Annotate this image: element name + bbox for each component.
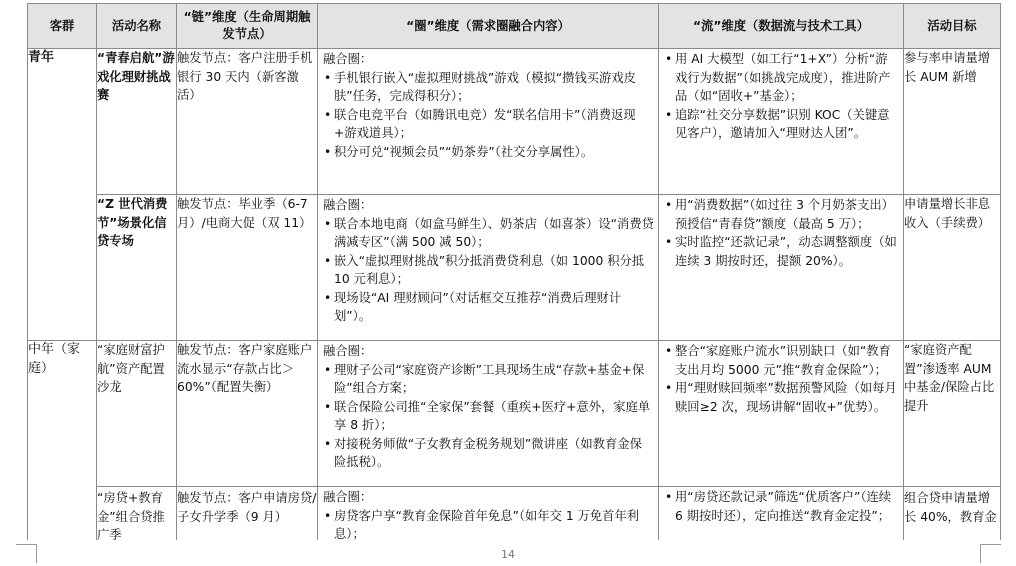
table-row — [28, 195, 1001, 341]
list-item: • 联合本地电商（如盒马鲜生）、奶茶店（如喜茶）设“消费贷满减专区”（满 500 减 50）； — [323, 215, 654, 252]
circle-title: 融合圈： — [323, 490, 373, 504]
activity-name: “Z 世代消费节”场景化信贷专场 — [97, 195, 177, 341]
list-item: • 手机银行嵌入“虚拟理财挑战”游戏（模拟“攒钱买游戏皮肤”任务，完成得积分）； — [323, 69, 654, 106]
list-item: • 整合“家庭账户流水”识别缺口（如“教育支出月均 5000 元”推“教育金保险”）； — [664, 342, 899, 379]
circle-title: 融合圈： — [323, 198, 373, 212]
trigger-node: 触发节点：客户申请房贷/子女升学季（9 月） — [177, 487, 318, 541]
circle-list — [323, 361, 654, 472]
segment-cell: 青年 — [28, 49, 97, 341]
activity-name: “房贷+教育金”组合贷推广季 — [97, 487, 177, 541]
list-item: • 现场设“AI 理财顾问”（对话框交互推荐“消费后理财计划”）。 — [323, 289, 654, 326]
flow-cell — [659, 49, 904, 195]
goal-cell: 组合贷申请量增长 40%，教育金 — [904, 487, 1001, 541]
list-item: • 联合电竞平台（如腾讯电竞）发“联名信用卡”（消费返现+游戏道具）； — [323, 106, 654, 143]
segment-cell: 中年（家庭） — [28, 341, 97, 541]
list-item: • 理财子公司“家庭资产诊断”工具现场生成“存款+基金+保险”组合方案； — [323, 361, 654, 398]
activity-name: “家庭财富护航”资产配置沙龙 — [97, 341, 177, 487]
trigger-node: 触发节点：毕业季（6-7 月）/电商大促（双 11） — [177, 195, 318, 341]
list-item: • 用“理财赎回频率”数据预警风险（如每月赎回≥2 次，现场讲解“固收+”优势）。 — [664, 379, 899, 416]
flow-list — [664, 488, 899, 525]
table-row — [28, 341, 1001, 487]
circle-title: 融合圈： — [323, 344, 373, 358]
list-item: • 积分可兑“视频会员”“奶茶券”（社交分享属性）。 — [323, 143, 654, 162]
goal-cell: “家庭资产配置”渗透率 AUM 中基金/保险占比提升 — [904, 341, 1001, 487]
activity-plan-table — [27, 3, 1001, 540]
list-item: • 实时监控“还款记录”，动态调整额度（如连续 3 期按时还，提额 20%）。 — [664, 233, 899, 270]
flow-list — [664, 196, 899, 270]
page-number: 14 — [501, 548, 515, 561]
circle-cell — [318, 195, 659, 341]
header-circle: “圈”维度（需求圈融合内容） — [318, 4, 659, 49]
list-item: • 追踪“社交分享数据”识别 KOC（关键意见客户），邀请加入“理财达人团”。 — [664, 106, 899, 143]
list-item: • 联合保险公司推“全家保”套餐（重疾+医疗+意外，家庭单享 8 折）； — [323, 398, 654, 435]
list-item: • 用“房贷还款记录”筛选“优质客户”（连续 6 期按时还），定向推送“教育金定投”； — [664, 488, 899, 525]
goal-cell: 参与率申请量增长 AUM 新增 — [904, 49, 1001, 195]
flow-cell — [659, 341, 904, 487]
header-goal: 活动目标 — [904, 4, 1001, 49]
goal-cell: 申请量增长非息收入（手续费） — [904, 195, 1001, 341]
trigger-node: 触发节点：客户注册手机银行 30 天内（新客激活） — [177, 49, 318, 195]
flow-list — [664, 50, 899, 143]
flow-cell — [659, 195, 904, 341]
circle-list — [323, 507, 654, 541]
circle-cell — [318, 487, 659, 541]
table-header-row — [28, 4, 1001, 49]
list-item: • 用“消费数据”（如过往 3 个月奶茶支出）预授信“青春贷”额度（最高 5 万）； — [664, 196, 899, 233]
header-segment: 客群 — [28, 4, 97, 49]
circle-title: 融合圈： — [323, 52, 373, 66]
circle-cell — [318, 49, 659, 195]
header-activity: 活动名称 — [97, 4, 177, 49]
list-item: • 对接税务师做“子女教育金税务规划”微讲座（如教育金保险抵税）。 — [323, 435, 654, 472]
table-row — [28, 487, 1001, 541]
circle-cell — [318, 341, 659, 487]
list-item: • 房贷客户享“教育金保险首年免息”（如年交 1 万免首年利息）； — [323, 507, 654, 541]
trigger-node: 触发节点：客户家庭账户流水显示“存款占比＞60%”（配置失衡） — [177, 341, 318, 487]
activity-name: “青春启航”游戏化理财挑战赛 — [97, 49, 177, 195]
circle-list — [323, 215, 654, 326]
flow-cell — [659, 487, 904, 541]
header-chain: “链”维度（生命周期触发节点） — [177, 4, 318, 49]
table-row — [28, 49, 1001, 195]
list-item: • 嵌入“虚拟理财挑战”积分抵消费贷利息（如 1000 积分抵 10 元利息）； — [323, 252, 654, 289]
circle-list — [323, 69, 654, 162]
list-item: • 用 AI 大模型（如工行“1+X”）分析“游戏行为数据”（如挑战完成度），推进阶产品（如“固收+”基金）； — [664, 50, 899, 106]
header-flow: “流”维度（数据流与技术工具） — [659, 4, 904, 49]
flow-list — [664, 342, 899, 416]
